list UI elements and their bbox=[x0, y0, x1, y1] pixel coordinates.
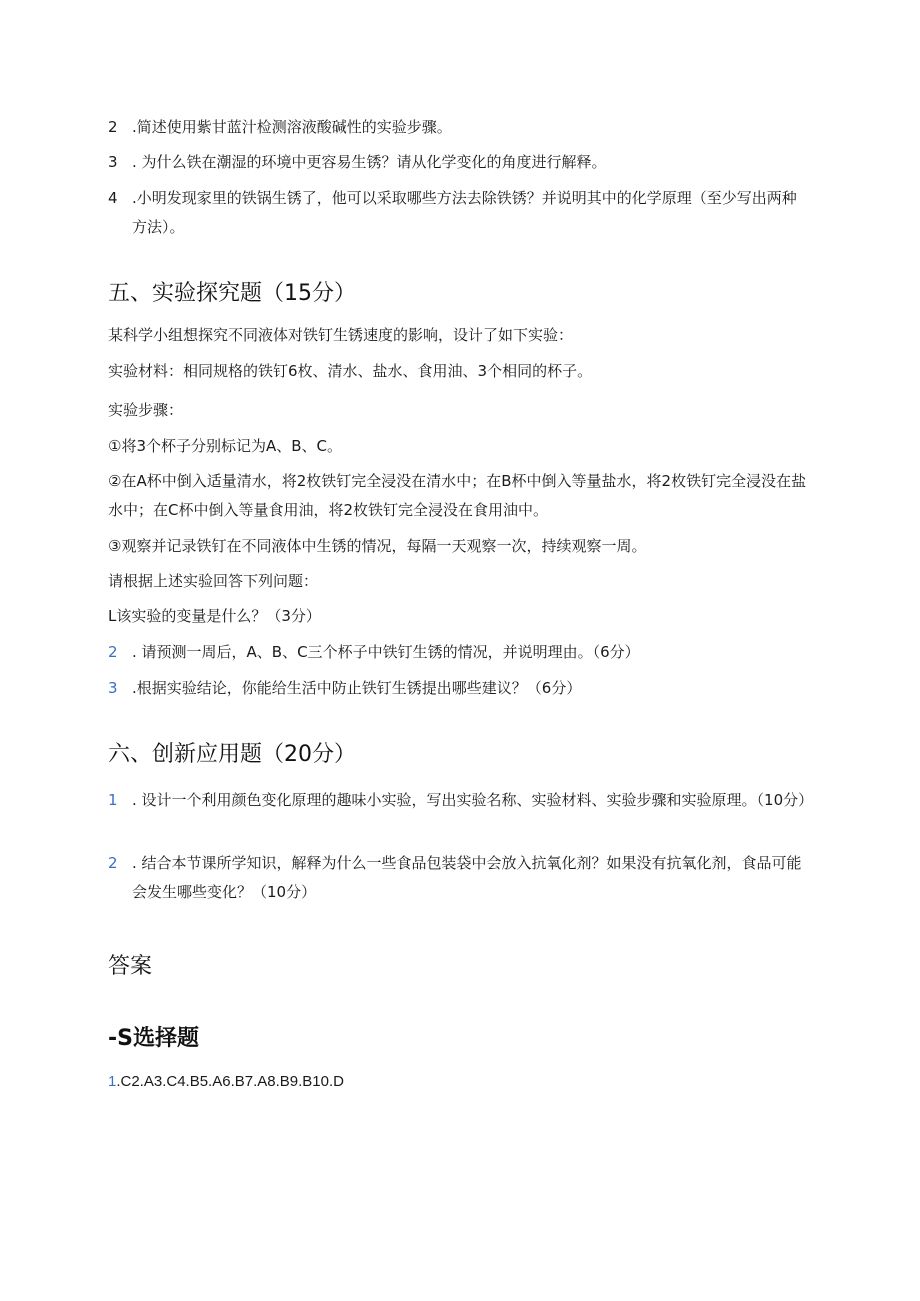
question-number: 3 bbox=[108, 153, 118, 171]
question-text: . 设计一个利用颜色变化原理的趣味小实验，写出实验名称、实验材料、实验步骤和实验原理。（10分） bbox=[132, 791, 814, 809]
question-5-2 bbox=[108, 638, 808, 667]
section-5-materials: 实验材料：相同规格的铁钉6枚、清水、盐水、食用油、3个相同的杯子。 bbox=[108, 362, 593, 380]
section-5-step-2: ②在A杯中倒入适量清水，将2枚铁钉完全浸没在清水中；在B杯中倒入等量盐水，将2枚铁钉完全浸没在盐水中；在C杯中倒入等量食用油，将2枚铁钉完全浸没在食用油中。 bbox=[108, 472, 807, 519]
section-5-prompt: 请根据上述实验回答下列问题： bbox=[108, 572, 319, 590]
question-number: 3 bbox=[108, 679, 118, 697]
answers-list bbox=[108, 1070, 344, 1094]
question-text: . 结合本节课所学知识，解释为什么一些食品包装袋中会放入抗氧化剂？如果没有抗氧化剂，食品可能会发生哪些变化？（10分） bbox=[132, 854, 802, 901]
question-text: .小明发现家里的铁锅生锈了，他可以采取哪些方法去除铁锈？并说明其中的化学原理（至少写出两种方法）。 bbox=[132, 189, 797, 236]
question-6-2 bbox=[108, 849, 808, 907]
question-text: . 为什么铁在潮湿的环境中更容易生锈？请从化学变化的角度进行解释。 bbox=[132, 153, 607, 171]
question-text: .根据实验结论，你能给生活中防止铁钉生锈提出哪些建议？（6分） bbox=[132, 679, 582, 697]
question-4-4 bbox=[108, 184, 808, 242]
section-5-steps-label: 实验步骤： bbox=[108, 401, 184, 419]
answers-values: .C2.A3.C4.B5.A6.B7.A8.B9.B10.D bbox=[116, 1073, 344, 1090]
section-5-step-3: ③观察并记录铁钉在不同液体中生锈的情况，每隔一天观察一次，持续观察一周。 bbox=[108, 537, 647, 555]
section-6-heading: 六、创新应用题（20分） bbox=[108, 742, 356, 767]
question-number: 2 bbox=[108, 643, 118, 661]
question-number: 2 bbox=[108, 854, 118, 872]
question-number: 1 bbox=[108, 791, 118, 809]
question-4-2 bbox=[108, 113, 808, 142]
question-text: .简述使用紫甘蓝汁检测溶液酸碱性的实验步骤。 bbox=[132, 118, 452, 136]
answers-heading: 答案 bbox=[108, 954, 153, 979]
answers-first-number: 1 bbox=[108, 1073, 117, 1090]
question-number: 4 bbox=[108, 189, 118, 207]
section-5-step-1: ①将3个杯子分别标记为A、B、C。 bbox=[108, 437, 343, 455]
question-6-1 bbox=[108, 786, 814, 815]
section-5-heading: 五、实验探究题（15分） bbox=[108, 281, 356, 306]
section-5-question-1: L该实验的变量是什么？（3分） bbox=[108, 607, 321, 625]
answers-sub-heading: -S选择题 bbox=[108, 1026, 199, 1051]
question-number: 2 bbox=[108, 118, 118, 136]
section-5-intro: 某科学小组想探究不同液体对铁钉生锈速度的影响，设计了如下实验： bbox=[108, 326, 574, 344]
question-4-3 bbox=[108, 148, 808, 177]
question-5-3 bbox=[108, 674, 808, 703]
question-text: . 请预测一周后，A、B、C三个杯子中铁钉生锈的情况，并说明理由。（6分） bbox=[132, 643, 640, 661]
